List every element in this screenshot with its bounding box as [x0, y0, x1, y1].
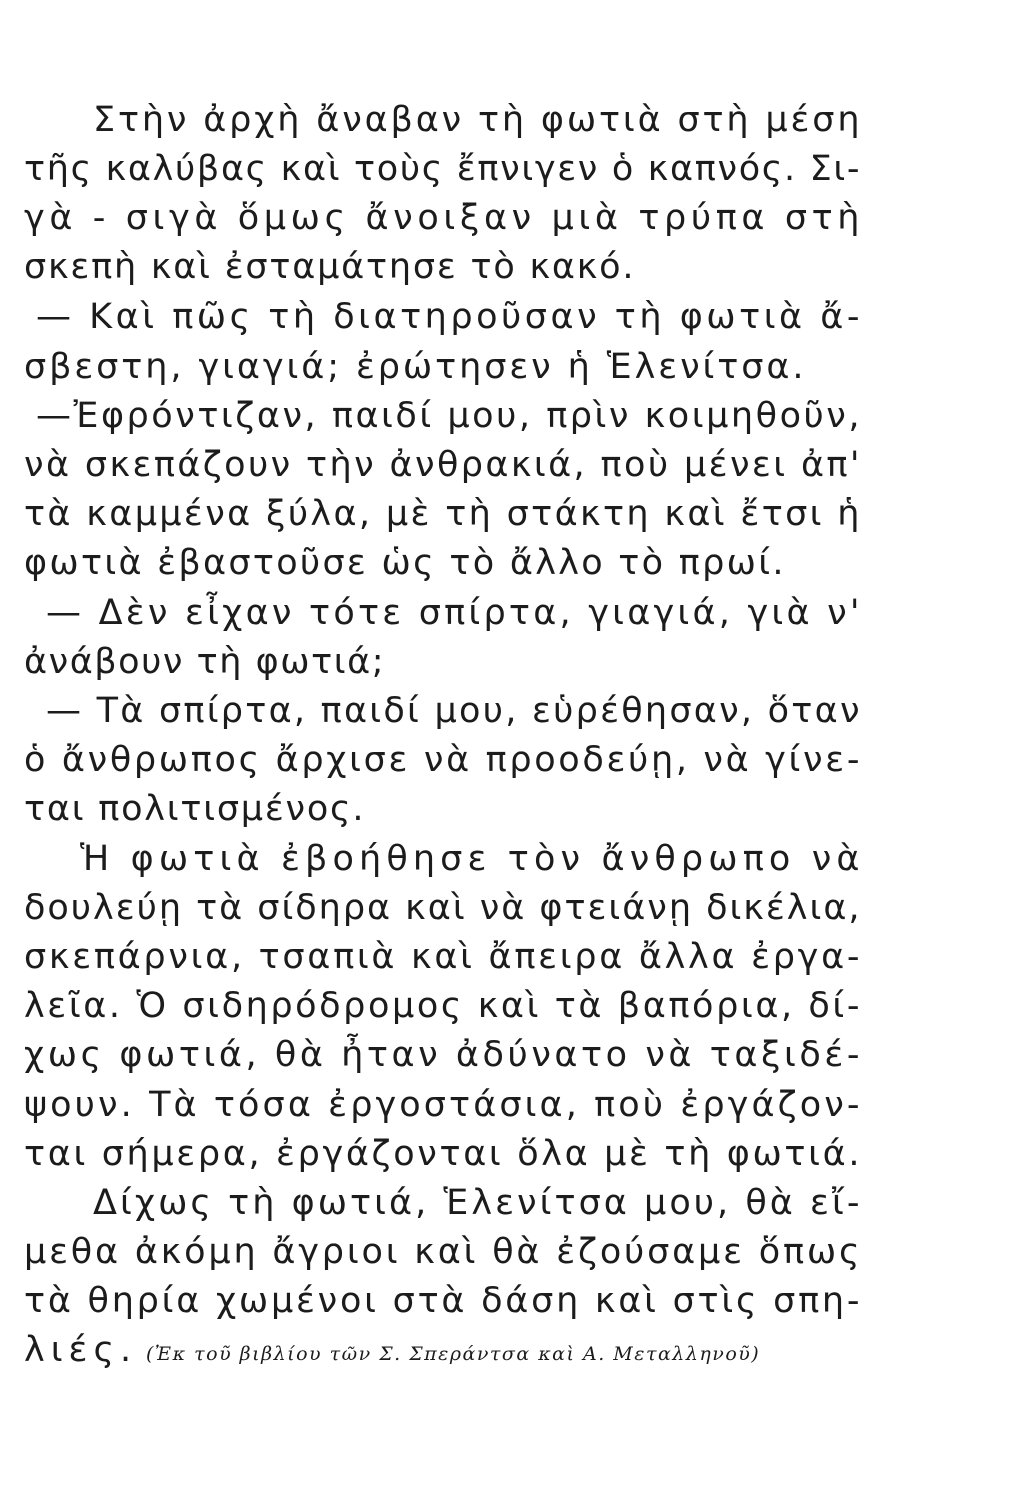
text-line: σκεπὴ καὶ ἐσταμάτησε τὸ κακό. — [24, 247, 636, 287]
text-line: φωτιὰ ἐβαστοῦσε ὡς τὸ ἄλλο τὸ πρωί. — [24, 543, 786, 583]
text-line: λιές. — [24, 1330, 138, 1370]
text-line: τὰ καμμένα ξύλα, μὲ τὴ στάκτη καὶ ἔτσι ἡ — [24, 494, 862, 534]
text-line: ψουν. Τὰ τόσα ἐργοστάσια, ποὺ ἐργάζον- — [24, 1085, 863, 1125]
text-line: λεῖα. Ὁ σιδηρόδρομος καὶ τὰ βαπόρια, δί- — [24, 986, 863, 1026]
source-citation: (Ἐκ τοῦ βιβλίου τῶν Σ. Σπεράντσα καὶ Α. Μεταλληνοῦ) — [146, 1343, 761, 1365]
text-line: ται σήμερα, ἐργάζονται ὅλα μὲ τὴ φωτιά. — [24, 1134, 863, 1174]
text-line: τὰ θηρία χωμένοι στὰ δάση καὶ στὶς σπη- — [24, 1281, 863, 1321]
text-line: σβεστη, γιαγιά; ἐρώτησεν ἡ Ἑλενίτσα. — [24, 347, 807, 387]
text-line: ὁ ἄνθρωπος ἄρχισε νὰ προοδεύῃ, νὰ γίνε- — [24, 740, 863, 780]
text-line: μεθα ἀκόμη ἄγριοι καὶ θὰ ἐζούσαμε ὅπως — [24, 1232, 863, 1272]
text-line: δουλεύῃ τὰ σίδηρα καὶ νὰ φτειάνῃ δικέλια, — [24, 888, 862, 928]
text-line: σκεπάρνια, τσαπιὰ καὶ ἄπειρα ἄλλα ἐργα- — [24, 937, 863, 977]
text-line: Ἡ φωτιὰ ἐβοήθησε τὸν ἄνθρωπο νὰ — [80, 839, 865, 879]
text-line: —Ἐφρόντιζαν, παιδί μου, πρὶν κοιμηθοῦν, — [36, 396, 863, 436]
text-line: — Δὲν εἶχαν τότε σπίρτα, γιαγιά, γιὰ ν' — [46, 593, 863, 633]
text-line: — Τὰ σπίρτα, παιδί μου, εὑρέθησαν, ὅταν — [46, 691, 862, 731]
text-line: — Καὶ πῶς τὴ διατηροῦσαν τὴ φωτιὰ ἄ- — [36, 297, 864, 337]
text-line: χως φωτιά, θὰ ἦταν ἀδύνατο νὰ ταξιδέ- — [24, 1035, 864, 1075]
text-line: γὰ - σιγὰ ὅμως ἄνοιξαν μιὰ τρύπα στὴ — [24, 198, 865, 238]
text-line: Δίχως τὴ φωτιά, Ἑλενίτσα μου, θὰ εἴ- — [93, 1183, 863, 1223]
text-line: νὰ σκεπάζουν τὴν ἀνθρακιά, ποὺ μένει ἀπ' — [24, 445, 862, 485]
text-line: Στὴν ἀρχὴ ἄναβαν τὴ φωτιὰ στὴ μέση — [93, 100, 863, 140]
text-line: ται πολιτισμένος. — [24, 789, 366, 829]
text-line: ἀνάβουν τὴ φωτιά; — [24, 642, 386, 682]
text-line: τῆς καλύβας καὶ τοὺς ἔπνιγεν ὁ καπνός. Σι- — [24, 149, 862, 189]
